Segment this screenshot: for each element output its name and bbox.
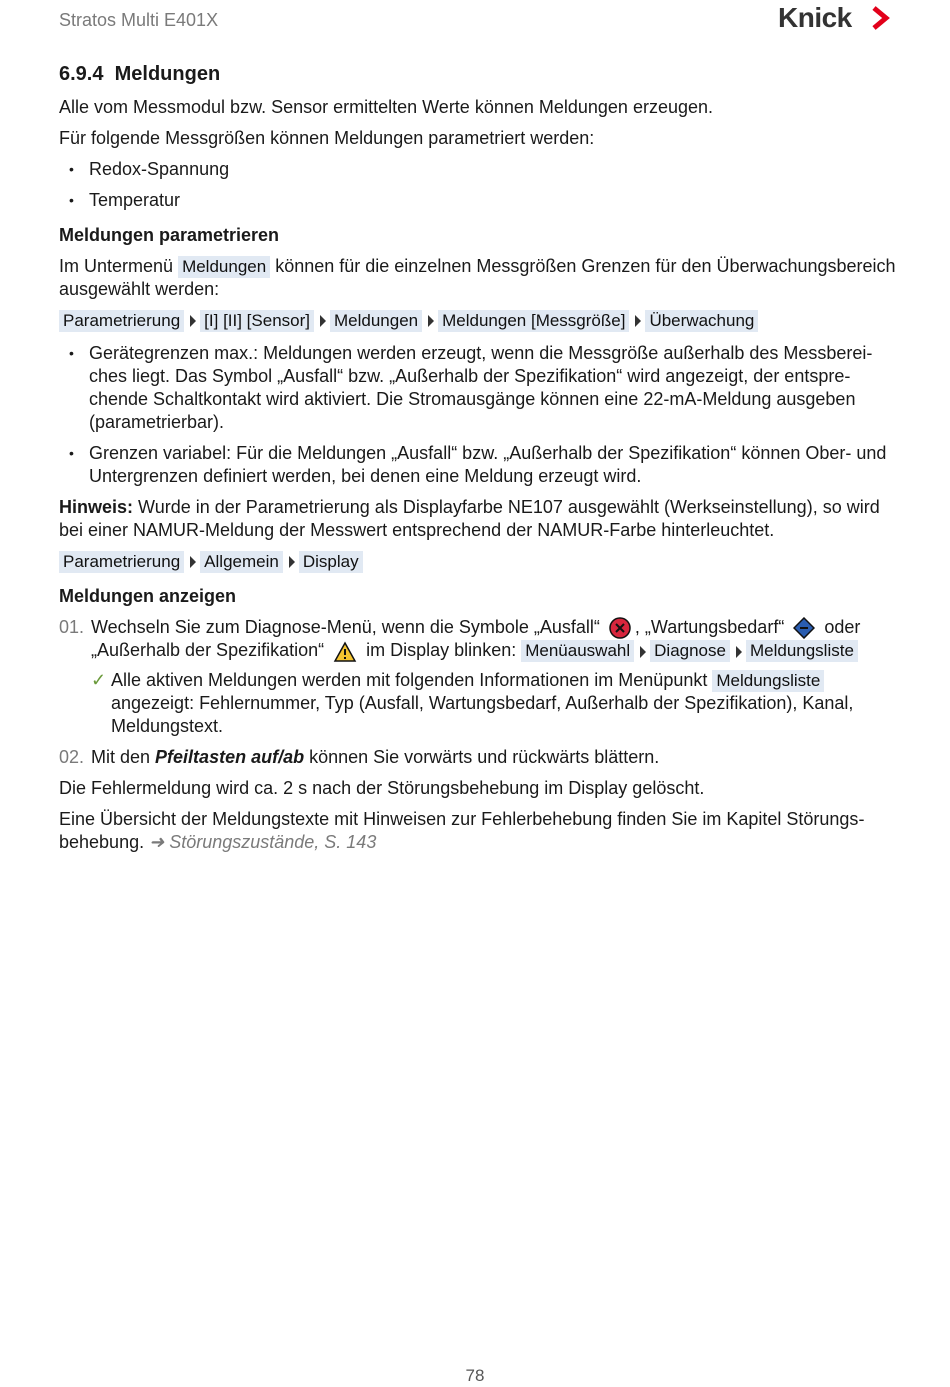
arrow-right-icon xyxy=(428,315,434,327)
menu-path-item: [I] [II] [Sensor] xyxy=(200,310,314,332)
step-number: 02. xyxy=(59,746,85,767)
out-of-spec-icon xyxy=(333,641,357,663)
note-text: Wurde in der Parametrierung als Displayfarbe NE107 ausgewählt (Werkseinstellung), so wird bei einer NAMUR-Meldung der Messwert entsprechend der NAMUR-Farbe hinterleuchtet. xyxy=(59,497,880,540)
section-title: Meldungen xyxy=(114,63,221,85)
arrow-right-icon xyxy=(289,556,295,568)
quantity-list xyxy=(59,158,899,212)
menu-path-item: Display xyxy=(299,551,363,573)
note-label: Hinweis: xyxy=(59,497,134,517)
intro-paragraph-1: Alle vom Messmodul bzw. Sensor ermittelten Werte können Meldungen erzeugen. xyxy=(59,97,714,117)
overview-paragraph: Eine Übersicht der Meldungstexte mit Hinweisen zur Fehlerbehebung finden Sie im Kapitel Störungsbehebung. ➜ Störungszustände, S. 143 xyxy=(59,808,865,852)
maintenance-icon xyxy=(793,617,815,639)
section-number: 6.9.4 xyxy=(59,63,104,85)
failure-icon xyxy=(609,617,631,639)
step-item: 01. Wechseln Sie zum Diagnose-Menü, wenn die Symbole „Ausfall“ , „Wartungsbedarf“ oder „Außerhalb der Spezifikation“ im Display blinken: Menüauswahl Diagnose Meldungsliste ✓ Alle aktiven Meldungen werden mit folgenden Informationen im Menüpunkt Meldungsliste angezeigt: Fehlernummer, Typ (Ausfall, Wartungsbedarf, Außerhalb der Spezifikation), Kanal, Meldungstext. xyxy=(59,616,899,738)
subheading-parametrieren: Meldungen parametrieren xyxy=(59,225,280,245)
steps-list xyxy=(59,616,899,769)
menu-path-item: Meldungen xyxy=(330,310,422,332)
list-item: • Grenzen variabel: Für die Meldungen „Ausfall“ bzw. „Außerhalb der Spezifikation“ können Ober- und Untergrenzen definiert werden, bei denen eine Meldung erzeugt wird. xyxy=(59,442,899,488)
subheading-anzeigen: Meldungen anzeigen xyxy=(59,586,237,606)
menu-path-item: Parametrierung xyxy=(59,310,184,332)
menu-path-item: Menüauswahl xyxy=(521,640,634,662)
arrow-right-icon xyxy=(190,315,196,327)
menu-path-item: Meldungen [Messgröße] xyxy=(438,310,629,332)
brand-chevron-icon xyxy=(868,6,892,30)
menu-path-display xyxy=(59,550,899,573)
arrow-right-icon xyxy=(640,646,646,658)
list-item: • Gerätegrenzen max.: Meldungen werden erzeugt, wenn die Messgröße außerhalb des Messbereiches liegt. Das Symbol „Ausfall“ bzw. „Außerhalb der Spezifikation“ wird angezeigt, der entsprechende Schaltkontakt wird aktiviert. Die Stromausgänge können eine 22-mA-Meldung ausgeben (parametrierbar). xyxy=(59,342,899,434)
menu-path-item: Überwachung xyxy=(645,310,758,332)
document-header-title: Stratos Multi E401X xyxy=(59,10,219,30)
arrow-right-icon xyxy=(190,556,196,568)
submenu-paragraph: Im Untermenü Meldungen können für die einzelnen Messgrößen Grenzen für den Überwachungsbereich ausgewählt werden: xyxy=(59,256,896,299)
list-item: • Redox-Spannung xyxy=(59,158,899,181)
menu-term-meldungen: Meldungen xyxy=(178,256,270,278)
step-item: 02. Mit den Pfeiltasten auf/ab können Sie vorwärts und rückwärts blättern. xyxy=(59,746,660,767)
arrow-right-icon xyxy=(320,315,326,327)
arrow-right-icon xyxy=(635,315,641,327)
limits-list xyxy=(59,342,899,488)
check-icon: ✓ xyxy=(91,669,107,690)
section-heading xyxy=(59,60,899,88)
menu-path-meldungen xyxy=(59,309,899,332)
arrow-right-icon xyxy=(736,646,742,658)
page-content xyxy=(59,60,899,862)
list-item: • Temperatur xyxy=(59,189,899,212)
deletion-paragraph: Die Fehlermeldung wird ca. 2 s nach der Störungsbehebung im Display gelöscht. xyxy=(59,777,705,798)
menu-term-meldungsliste: Meldungsliste xyxy=(712,670,824,692)
note-paragraph xyxy=(59,496,899,542)
menu-path-item: Parametrierung xyxy=(59,551,184,573)
menu-path-item: Allgemein xyxy=(200,551,283,573)
step-number: 01. xyxy=(59,617,85,637)
intro-paragraph-2: Für folgende Messgrößen können Meldungen parametriert werden: xyxy=(59,128,595,148)
emphasis-text: Pfeiltasten auf/ab xyxy=(155,746,305,767)
brand-logo: Knick xyxy=(778,2,852,33)
cross-reference-link[interactable]: ➜ Störungszustände, S. 143 xyxy=(149,831,377,852)
menu-path-item: Diagnose xyxy=(650,640,730,662)
step-result: ✓ Alle aktiven Meldungen werden mit folgenden Informationen im Menüpunkt Meldungsliste angezeigt: Fehlernummer, Typ (Ausfall, Wartungsbedarf, Außerhalb der Spezifikation), Kanal, Meldungstext. xyxy=(91,669,854,736)
menu-path-item: Meldungsliste xyxy=(746,640,858,662)
page-number: 78 xyxy=(465,1366,485,1385)
